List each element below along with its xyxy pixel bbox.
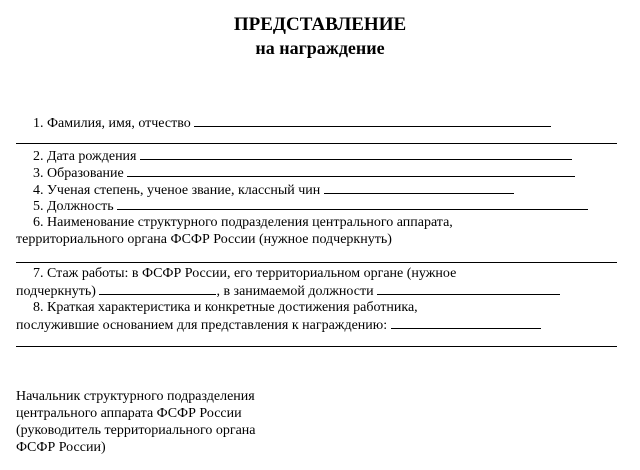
signature-line-4: ФСФР России) [16, 440, 106, 455]
signature-line-1: Начальник структурного подразделения [16, 389, 255, 404]
fill-line [391, 316, 541, 329]
field-characteristic-line1: 8. Краткая характеристика и конкретные достижения работника, [33, 300, 418, 315]
field-experience-line1: 7. Стаж работы: в ФСФР России, его территориальном органе (нужное [33, 266, 457, 281]
field-education [33, 164, 575, 182]
field-label: 2. Дата рождения [33, 149, 137, 164]
separator-line [16, 346, 617, 347]
separator-line [16, 143, 617, 144]
fill-line [194, 114, 551, 127]
field-department-line1: 6. Наименование структурного подразделения центрального аппарата, [33, 215, 453, 230]
separator-line [16, 262, 617, 263]
page-title: ПРЕДСТАВЛЕНИЕ [233, 14, 407, 35]
fill-line [117, 197, 588, 210]
field-label: послужившие основанием для представления к награждению: [16, 318, 388, 333]
field-birth-date [33, 147, 572, 165]
field-label: 5. Должность [33, 199, 114, 214]
fill-line [324, 181, 514, 194]
fill-line [140, 147, 572, 160]
field-characteristic-line2 [16, 316, 541, 334]
field-label: 3. Образование [33, 166, 124, 181]
fill-line [99, 282, 216, 295]
field-label: 4. Ученая степень, ученое звание, классный чин [33, 183, 321, 198]
fill-line [127, 164, 575, 177]
field-experience-line2 [16, 282, 560, 300]
fill-line [377, 282, 560, 295]
field-label: подчеркнуть) [16, 284, 96, 299]
field-department-line2: территориального органа ФСФР России (нужное подчеркнуть) [16, 232, 392, 247]
field-full-name [33, 114, 551, 132]
field-label: 1. Фамилия, имя, отчество [33, 116, 191, 131]
signature-line-3: (руководитель территориального органа [16, 423, 256, 438]
signature-line-2: центрального аппарата ФСФР России [16, 406, 242, 421]
field-label: , в занимаемой должности [216, 284, 374, 299]
page-subtitle: на награждение [255, 38, 385, 58]
field-position [33, 197, 588, 215]
